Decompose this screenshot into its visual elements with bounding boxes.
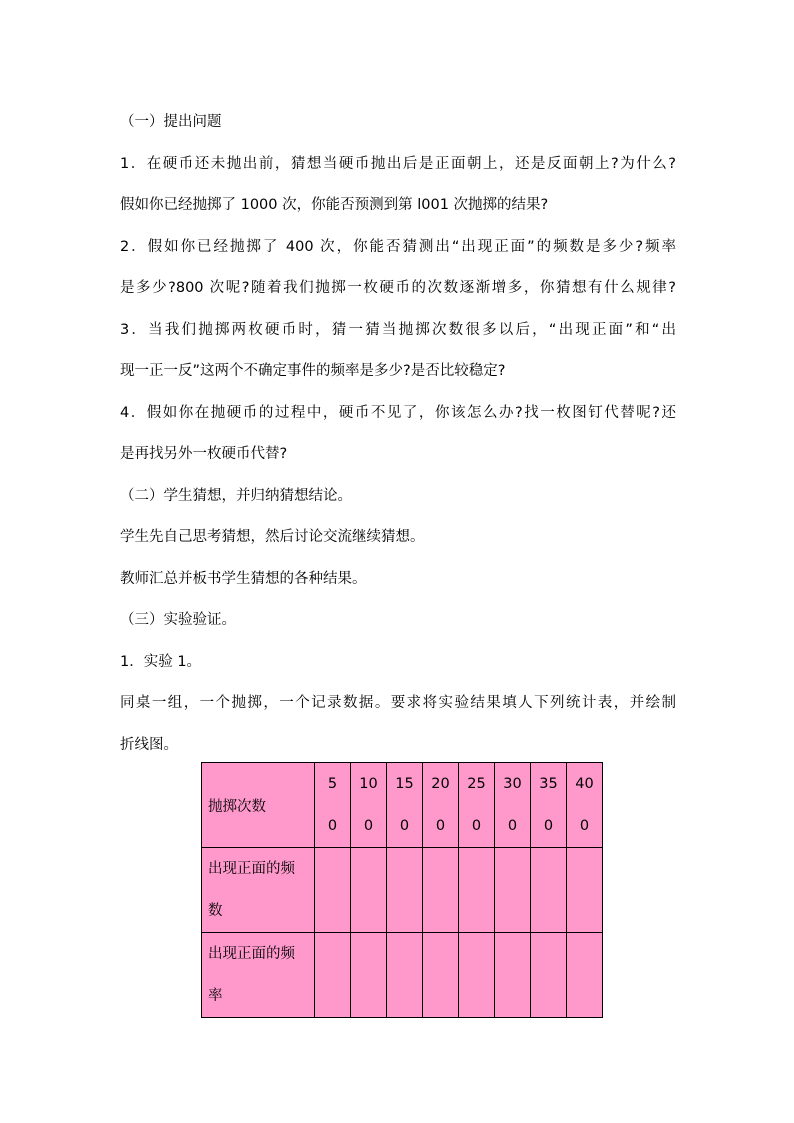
table-row-label-frequency-count: 出现正面的频 数 bbox=[202, 848, 315, 933]
table-header-cell: 10 0 bbox=[351, 763, 387, 848]
question-3-line-1: 3．当我们抛掷两枚硬币时，猜一猜当抛掷次数很多以后，“出现正面”和“出 bbox=[120, 321, 676, 338]
table-header-toss-count: 抛掷次数 bbox=[202, 763, 315, 848]
experiment-1-title: 1．实验 1。 bbox=[120, 653, 202, 670]
table-cell[interactable] bbox=[567, 933, 603, 1018]
table-row-frequency-count bbox=[202, 848, 603, 933]
section-heading-3: （三）实验验证。 bbox=[120, 612, 236, 628]
table-row-label-frequency-rate: 出现正面的频 率 bbox=[202, 933, 315, 1018]
question-2-line-2: 是多少?800 次呢?随着我们抛掷一枚硬币的次数逐渐增多，你猜想有什么规律? bbox=[120, 280, 676, 296]
question-4-line-1: 4．假如你在抛硬币的过程中，硬币不见了，你该怎么办?找一枚图钉代替呢?还 bbox=[120, 404, 676, 421]
table-cell[interactable] bbox=[423, 848, 459, 933]
question-3-line-2: 现一正一反”这两个不确定事件的频率是多少?是否比较稳定? bbox=[120, 363, 506, 379]
paragraph-teacher-summary: 教师汇总并板书学生猜想的各种结果。 bbox=[120, 570, 367, 587]
table-row-toss-count bbox=[202, 763, 603, 848]
table-cell[interactable] bbox=[567, 848, 603, 933]
table-header-cell: 30 0 bbox=[495, 763, 531, 848]
section-heading-2: （二）学生猜想，并归纳猜想结论。 bbox=[120, 487, 352, 504]
paragraph-student-guess: 学生先自己思考猜想，然后讨论交流继续猜想。 bbox=[120, 529, 425, 545]
table-header-cell: 15 0 bbox=[387, 763, 423, 848]
table-cell[interactable] bbox=[531, 848, 567, 933]
table-header-cell: 40 0 bbox=[567, 763, 603, 848]
question-1-line-2: 假如你已经抛掷了 1000 次，你能否预测到第 l001 次抛掷的结果? bbox=[120, 197, 549, 213]
table-cell[interactable] bbox=[387, 933, 423, 1018]
table-header-cell: 20 0 bbox=[423, 763, 459, 848]
table-header-cell: 25 0 bbox=[459, 763, 495, 848]
table-cell[interactable] bbox=[423, 933, 459, 1018]
table-cell[interactable] bbox=[495, 933, 531, 1018]
table-cell[interactable] bbox=[531, 933, 567, 1018]
statistics-table-wrapper bbox=[201, 762, 603, 1018]
table-cell[interactable] bbox=[459, 848, 495, 933]
table-header-cell: 35 0 bbox=[531, 763, 567, 848]
document-body bbox=[120, 102, 676, 766]
table-row-frequency-rate bbox=[202, 933, 603, 1018]
table-cell[interactable] bbox=[495, 848, 531, 933]
question-1-line-1: 1．在硬币还未抛出前，猜想当硬币抛出后是正面朝上，还是反面朝上?为什么? bbox=[120, 155, 676, 172]
table-cell[interactable] bbox=[315, 848, 351, 933]
section-heading-1: （一）提出问题 bbox=[120, 114, 222, 130]
table-cell[interactable] bbox=[315, 933, 351, 1018]
question-4-line-2: 是再找另外一枚硬币代替? bbox=[120, 446, 288, 462]
table-cell[interactable] bbox=[459, 933, 495, 1018]
question-2-line-1: 2．假如你已经抛掷了 400 次，你能否猜测出“出现正面”的频数是多少?频率 bbox=[120, 238, 676, 255]
table-header-cell: 5 0 bbox=[315, 763, 351, 848]
table-cell[interactable] bbox=[351, 933, 387, 1018]
table-cell[interactable] bbox=[351, 848, 387, 933]
statistics-table bbox=[201, 762, 603, 1018]
experiment-instructions-line-1: 同桌一组，一个抛掷，一个记录数据。要求将实验结果填人下列统计表，并绘制 bbox=[120, 695, 676, 711]
table-cell[interactable] bbox=[387, 848, 423, 933]
experiment-instructions-line-2: 折线图。 bbox=[120, 736, 178, 753]
